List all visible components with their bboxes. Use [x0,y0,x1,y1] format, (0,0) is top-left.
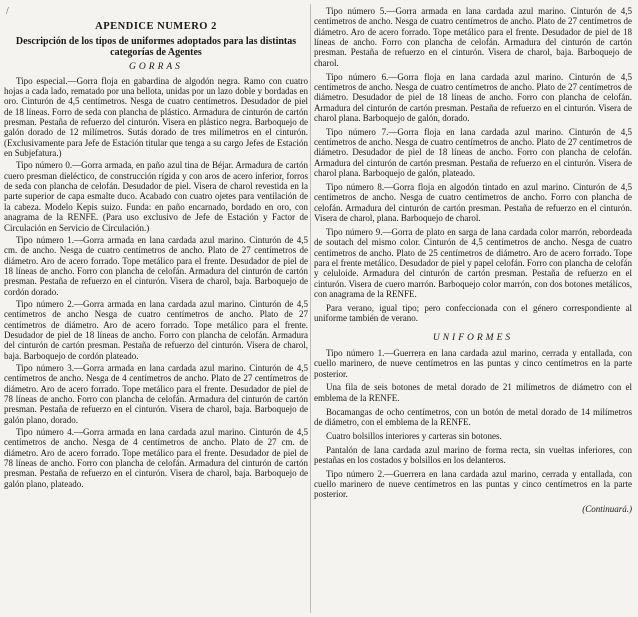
paragraph: Tipo número 3.—Gorra armada en lana cardada azul marino. Cinturón de 4,5 centímetros de ancho. Nesga de 4 centímetros de ancho. Plato de 27 centímetros de diámetro. Aro de acero forrado. Tope metálico para el frente. Desudador de piel de 78 líneas de ancho. Forro con plancha de celofán. Armadura del cinturón de cartón presman. Pestaña de refuerzo en el cinturón. Visera de charol, baja. Barboquejo de galón plano, dorado. [4,362,308,425]
paragraph: Tipo número 9.—Gorra de plato en sarga de lana cardada color marrón, rebordeada de soutach del mismo color. Cinturón de 4,5 centímetros de ancho. Nesga de cuatro centímetros de ancho. Plato de 25 centímetros de diámetro. Aro de acero forrado. Tope para el frente metálico. Desudador de piel y papel celofán. Forro con plancha de celofán y celuloide. Armadura del cinturón de cartón presman. Pestaña de refuerzo en el cinturón. Visera de cuero marrón. Barboquejo color marrón, con dos botones metálicos, con anagrama de la RENFE. [314,226,632,299]
paragraph: Para verano, igual tipo; pero confeccionada con el género correspondiente al uniforme también de verano. [314,302,632,324]
paragraph: Bocamangas de ocho centímetros, con un botón de metal dorado de 14 milímetros de diámetro, con el emblema de la RENFE. [314,406,632,427]
paragraph: Una fila de seis botones de metal dorado de 21 milímetros de diámetro con el emblema de la RENFE. [314,382,632,403]
paragraph: Tipo número 4.—Gorra armada en lana cardada azul marino. Cinturón de 4,5 centímetros de ancho. Nesga de 4 centímetros de ancho. Plato de 27 cm. de diámetro. Aro de acero forrado. Tope metálico para el frente. Desudador de piel de 78 líneas de ancho. Forro con plancha de celofán. Armadura del cinturón de cartón presman. Pestaña de refuerzo en el cinturón. Visera de charol, baja. Barboquejo de galón plano, plateado. [4,427,308,489]
section-title-gorras: GORRAS [129,62,183,73]
paragraph: Tipo especial.—Gorra floja en gabardina de algodón negra. Ramo con cuatro hojas a cada lado, rematado por una bellota, unidas por un lazo doble y bordadas en oro. Cinturón de 4,5 centímetros. Nesga de cuatro centímetros. Desudador de piel de 18 líneas. Forro de seda con plancha de plástico. Armadura de cinturón de cartón presman. Pestaña de refuerzo del cinturón. Visera en plástico negra. Barboquejo de galón dorado de 12 milímetros. Sutás dorado de tres milímetros en el cinturón. (Exclusivamente para Jefe de Estación titular que tenga a su cargo Jefes de Estación en Subjefatura.) [4,75,308,159]
paragraph: Tipo número 0.—Gorra armada, en paño azul tina de Béjar. Armadura de cartón cuero presman dieléctico, de construcción rígida y con aros de acero inferior, forros de seda con plancha de celofán. Desudador de piel. Visera de charol revestida en la parte superior de capa esmalte duco. Acabado con cuatro ojetes para ventilación de la cabeza. Modelo Kepis suizo. Funda: en paño encarnado, bordado en oro, con anagrama de la RENFE. (Para uso exclusivo de Jefe de Estación y Factor de Circulación en Servicio de Circulación.) [4,160,308,233]
paragraph: Tipo número 5.—Gorra armada en lana cardada azul marino. Cinturón de 4,5 centímetros de ancho. Nesga de cuatro centímetros de ancho. Plato de 27 centímetros de diámetro. Aro de acero forrado. Tope metálico para el frente. Desudador de piel de 18 líneas de ancho. Forro con plancha de celofán. Armadura del cinturón de cartón presman. Pestaña de refuerzo en el cinturón. Visera de charol, baja. Barboquejo de charol. [314,6,632,68]
paragraph: Tipo número 2.—Guerrera en lana cardada azul marino, cerrada y entallada, con cuello marinero de nueve centímetros en las puntas y cinco centímetros en la parte posterior. [314,468,632,500]
left-column [4,0,308,617]
document-heading: Descripción de los tipos de uniformes adoptados para las distintas categorías de Agentes [15,36,297,59]
paragraph: Tipo número 1.—Gorra armada en lana cardada azul marino. Cinturón de 4,5 cm. de ancho. Nesga de cuatro centímetros de ancho. Plato de 27 centímetros de diámetro. Aro de acero forrado. Tope metálico para el frente. Desudador de piel de 18 líneas de ancho. Forro con plancha de celofán. Armadura del cinturón de cartón presman. Pestaña de refuerzo en el cinturón. Visera de charol, baja. Barboquejo de cordón dorado. [4,234,308,297]
section-title-uniformes: UNIFORMES [432,333,514,344]
paragraph: Pantalón de lana cardada azul marino de forma recta, sin vueltas inferiores, con pestañas en los costados y bolsillos en los delanteros. [314,444,632,465]
corner-mark: / [6,6,9,17]
right-column [314,0,632,617]
continued-note: (Continuará.) [582,503,632,514]
paragraph: Tipo número 8.—Gorra floja en algodón tintado en azul marino. Cinturón de 4,5 centímetros de ancho. Nesga de cuatro centímetros de ancho. Forro con plancha de celofán. Armadura del cinturón de cartón presman. Pestaña de refuerzo en el cinturón. Visera de charol, plana. Barboquejo de charol. [314,182,632,224]
paragraph: Tipo número 1.—Guerrera en lana cardada azul marino, cerrada y entallada, con cuello marinero, de nueve centímetros en las puntas y cinco centímetros en la parte posterior. [314,347,632,379]
paragraph: Tipo número 2.—Gorra armada en lana cardada azul marino. Cinturón de 4,5 centímetros de ancho Nesga de cuatro centímetros de ancho. Plato de 27 centímetros de diámetro. Aro de acero forrado. Tope metálico para el frente. Desudador de piel de 18 líneas de ancho. Forro con plancha de celofán. Armadura del cinturón de cartón presman. Pestaña de refuerzo del cinturón. Visera de charol, baja. Barboquejo de cordón plateado. [4,298,308,361]
paragraph: Tipo número 7.—Gorra floja en lana cardada azul marino. Cinturón de 4,5 centímetros de ancho. Nesga de cuatro centímetros de ancho. Plato de 27 centímetros de diámetro. Desudador de piel de 18 líneas de ancho. Forro con plancha de celofán. Armadura del cinturón de cartón presman. Pestaña de refuerzo en el cinturón. Visera de charol plana. Barboquejo de galón, plateado. [314,126,632,179]
paragraph: Tipo número 6.—Gorra floja en lana cardada azul marino. Cinturón de 4,5 centímetros de ancho. Nesga de cuatro centímetros de ancho. Plato de 27 centímetros de diámetro. Desudador de piel de 18 líneas de ancho. Forro con plancha de celofán. Armadura del cinturón de cartón presman. Pestaña de refuerzo en el cinturón. Visera de charol plana. Barboquejo de galón, dorado. [314,71,632,123]
paragraph: Cuatro bolsillos interiores y carteras sin botones. [326,430,502,441]
appendix-title: APENDICE NUMERO 2 [95,21,217,32]
column-divider [310,4,311,613]
